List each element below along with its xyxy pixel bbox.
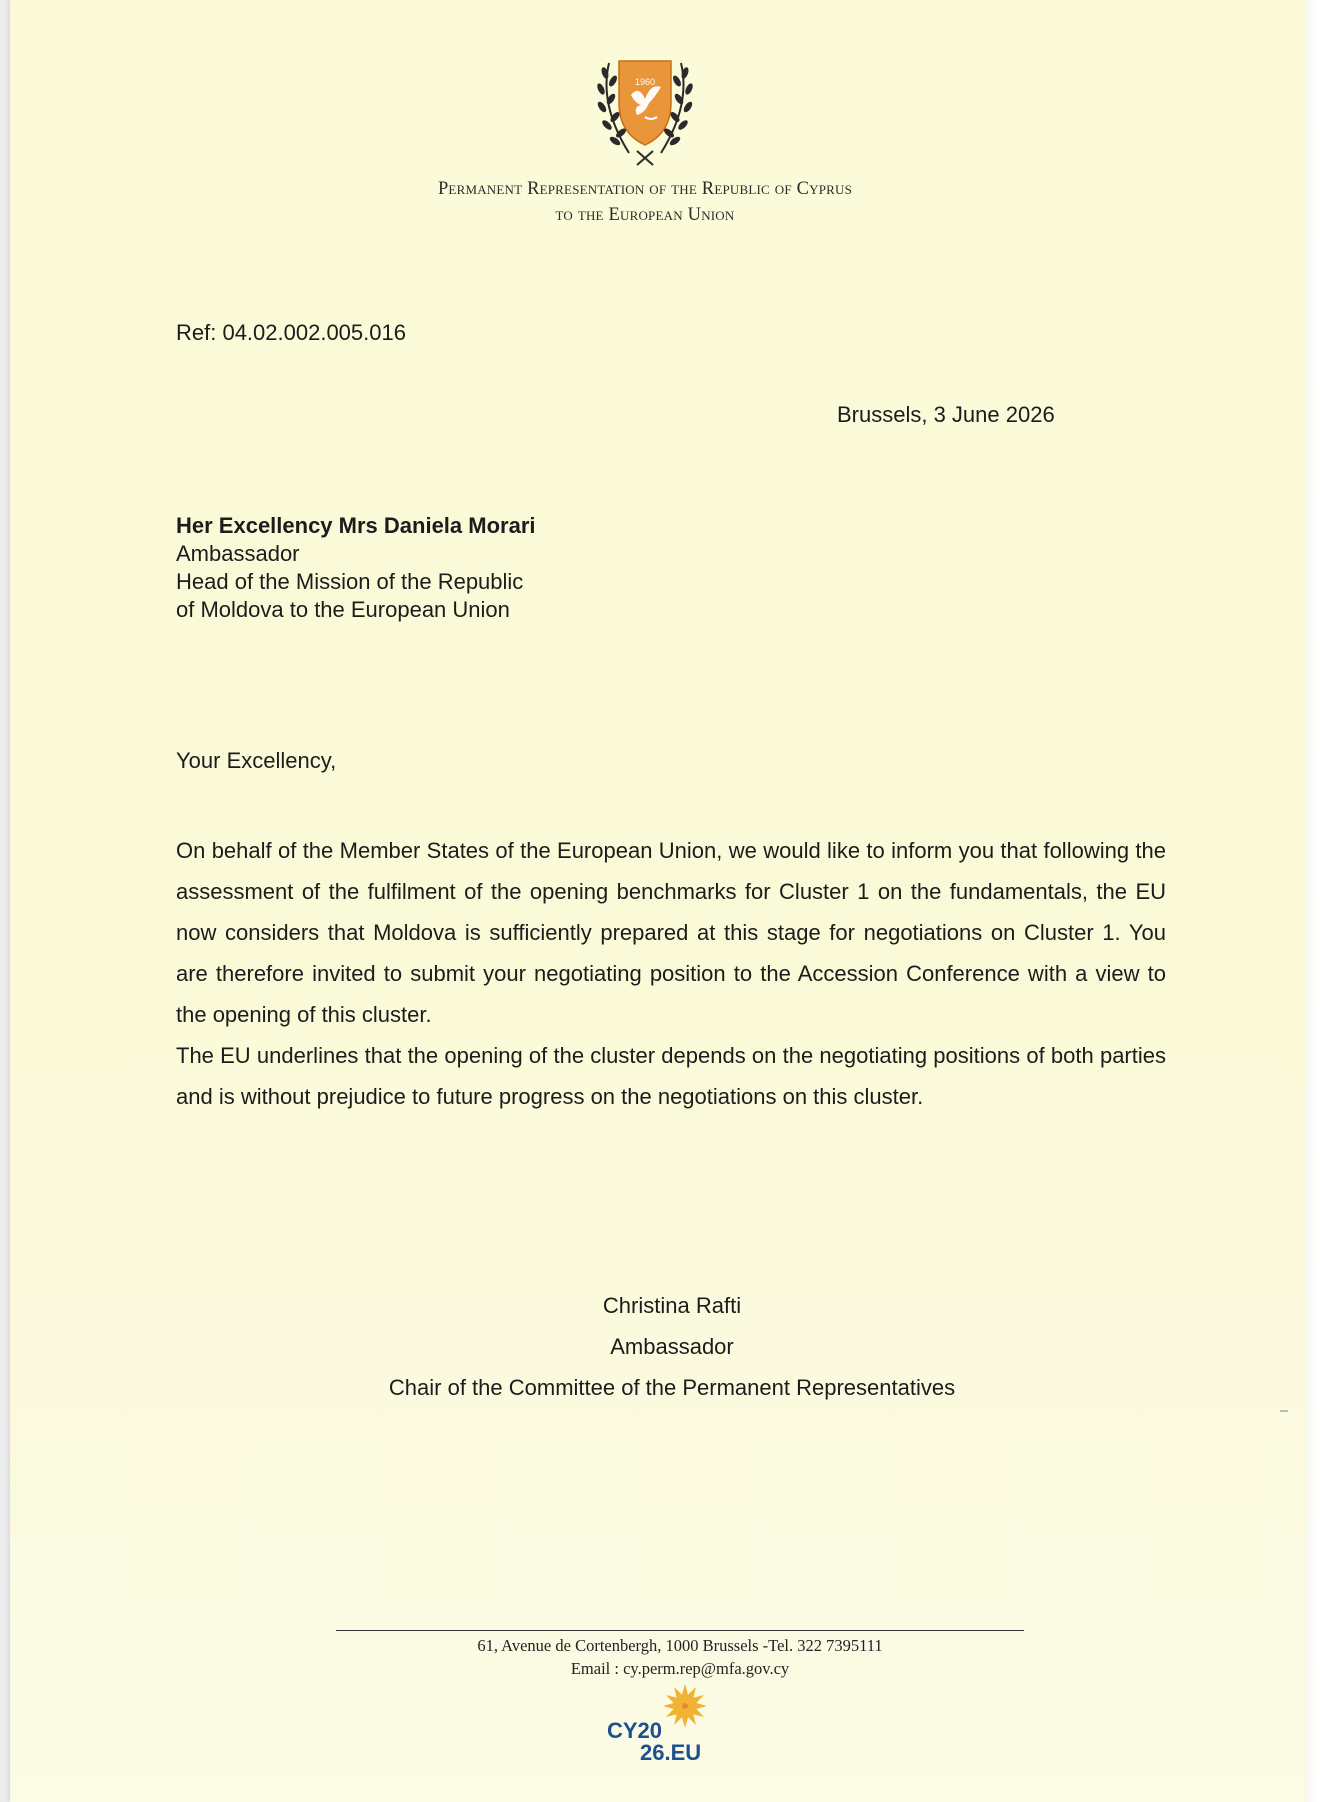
addressee-block	[176, 512, 536, 624]
letterhead	[10, 176, 1280, 228]
footer-divider	[336, 1630, 1024, 1631]
body-paragraph-2: The EU underlines that the opening of the cluster depends on the negotiating positions of both parties and is without prejudice to future progress on the negotiations on this cluster.	[176, 1043, 1166, 1109]
page-speck	[1280, 1410, 1288, 1412]
addressee-line-2: of Moldova to the European Union	[176, 597, 510, 622]
presidency-logo-text-2: 26.EU	[640, 1740, 702, 1765]
signatory-name: Christina Rafti	[602, 1293, 742, 1318]
signature-block	[10, 1285, 1320, 1408]
presidency-logo-text-1: CY20	[607, 1718, 663, 1743]
page-edge	[1305, 0, 1320, 1802]
reference-number: Ref: 04.02.002.005.016	[176, 320, 406, 345]
addressee-name: Her Excellency Mrs Daniela Morari	[176, 513, 536, 538]
letter-page	[10, 0, 1305, 1802]
body-paragraph-1: On behalf of the Member States of the European Union, we would like to inform you that following the assessment of the fulfilment of the opening benchmarks for Cluster 1 on the fundamentals, the EU now considers that Moldova is sufficiently prepared at this stage for negotiations on Cluster 1. You are therefore invited to submit your negotiating position to the Accession Conference with a view to the opening of this cluster.	[176, 838, 1166, 1027]
letterhead-line-2: to the European Union	[555, 205, 735, 225]
footer-address: 61, Avenue de Cortenbergh, 1000 Brussels -Tel. 322 7395111	[477, 1636, 883, 1655]
letterhead-line-1: Permanent Representation of the Republic of Cyprus	[437, 179, 853, 199]
addressee-title: Ambassador	[176, 541, 300, 566]
signatory-title: Ambassador	[610, 1334, 734, 1359]
signatory-role: Chair of the Committee of the Permanent Representatives	[388, 1375, 956, 1400]
footer-email: Email : cy.perm.rep@mfa.gov.cy	[570, 1659, 790, 1678]
footer	[336, 1634, 1024, 1680]
cyprus-coat-of-arms-icon	[585, 55, 705, 180]
svg-text:1960: 1960	[634, 77, 656, 87]
letter-date: Brussels, 3 June 2026	[837, 402, 1055, 427]
addressee-line-1: Head of the Mission of the Republic	[176, 569, 524, 594]
salutation: Your Excellency,	[176, 748, 337, 773]
